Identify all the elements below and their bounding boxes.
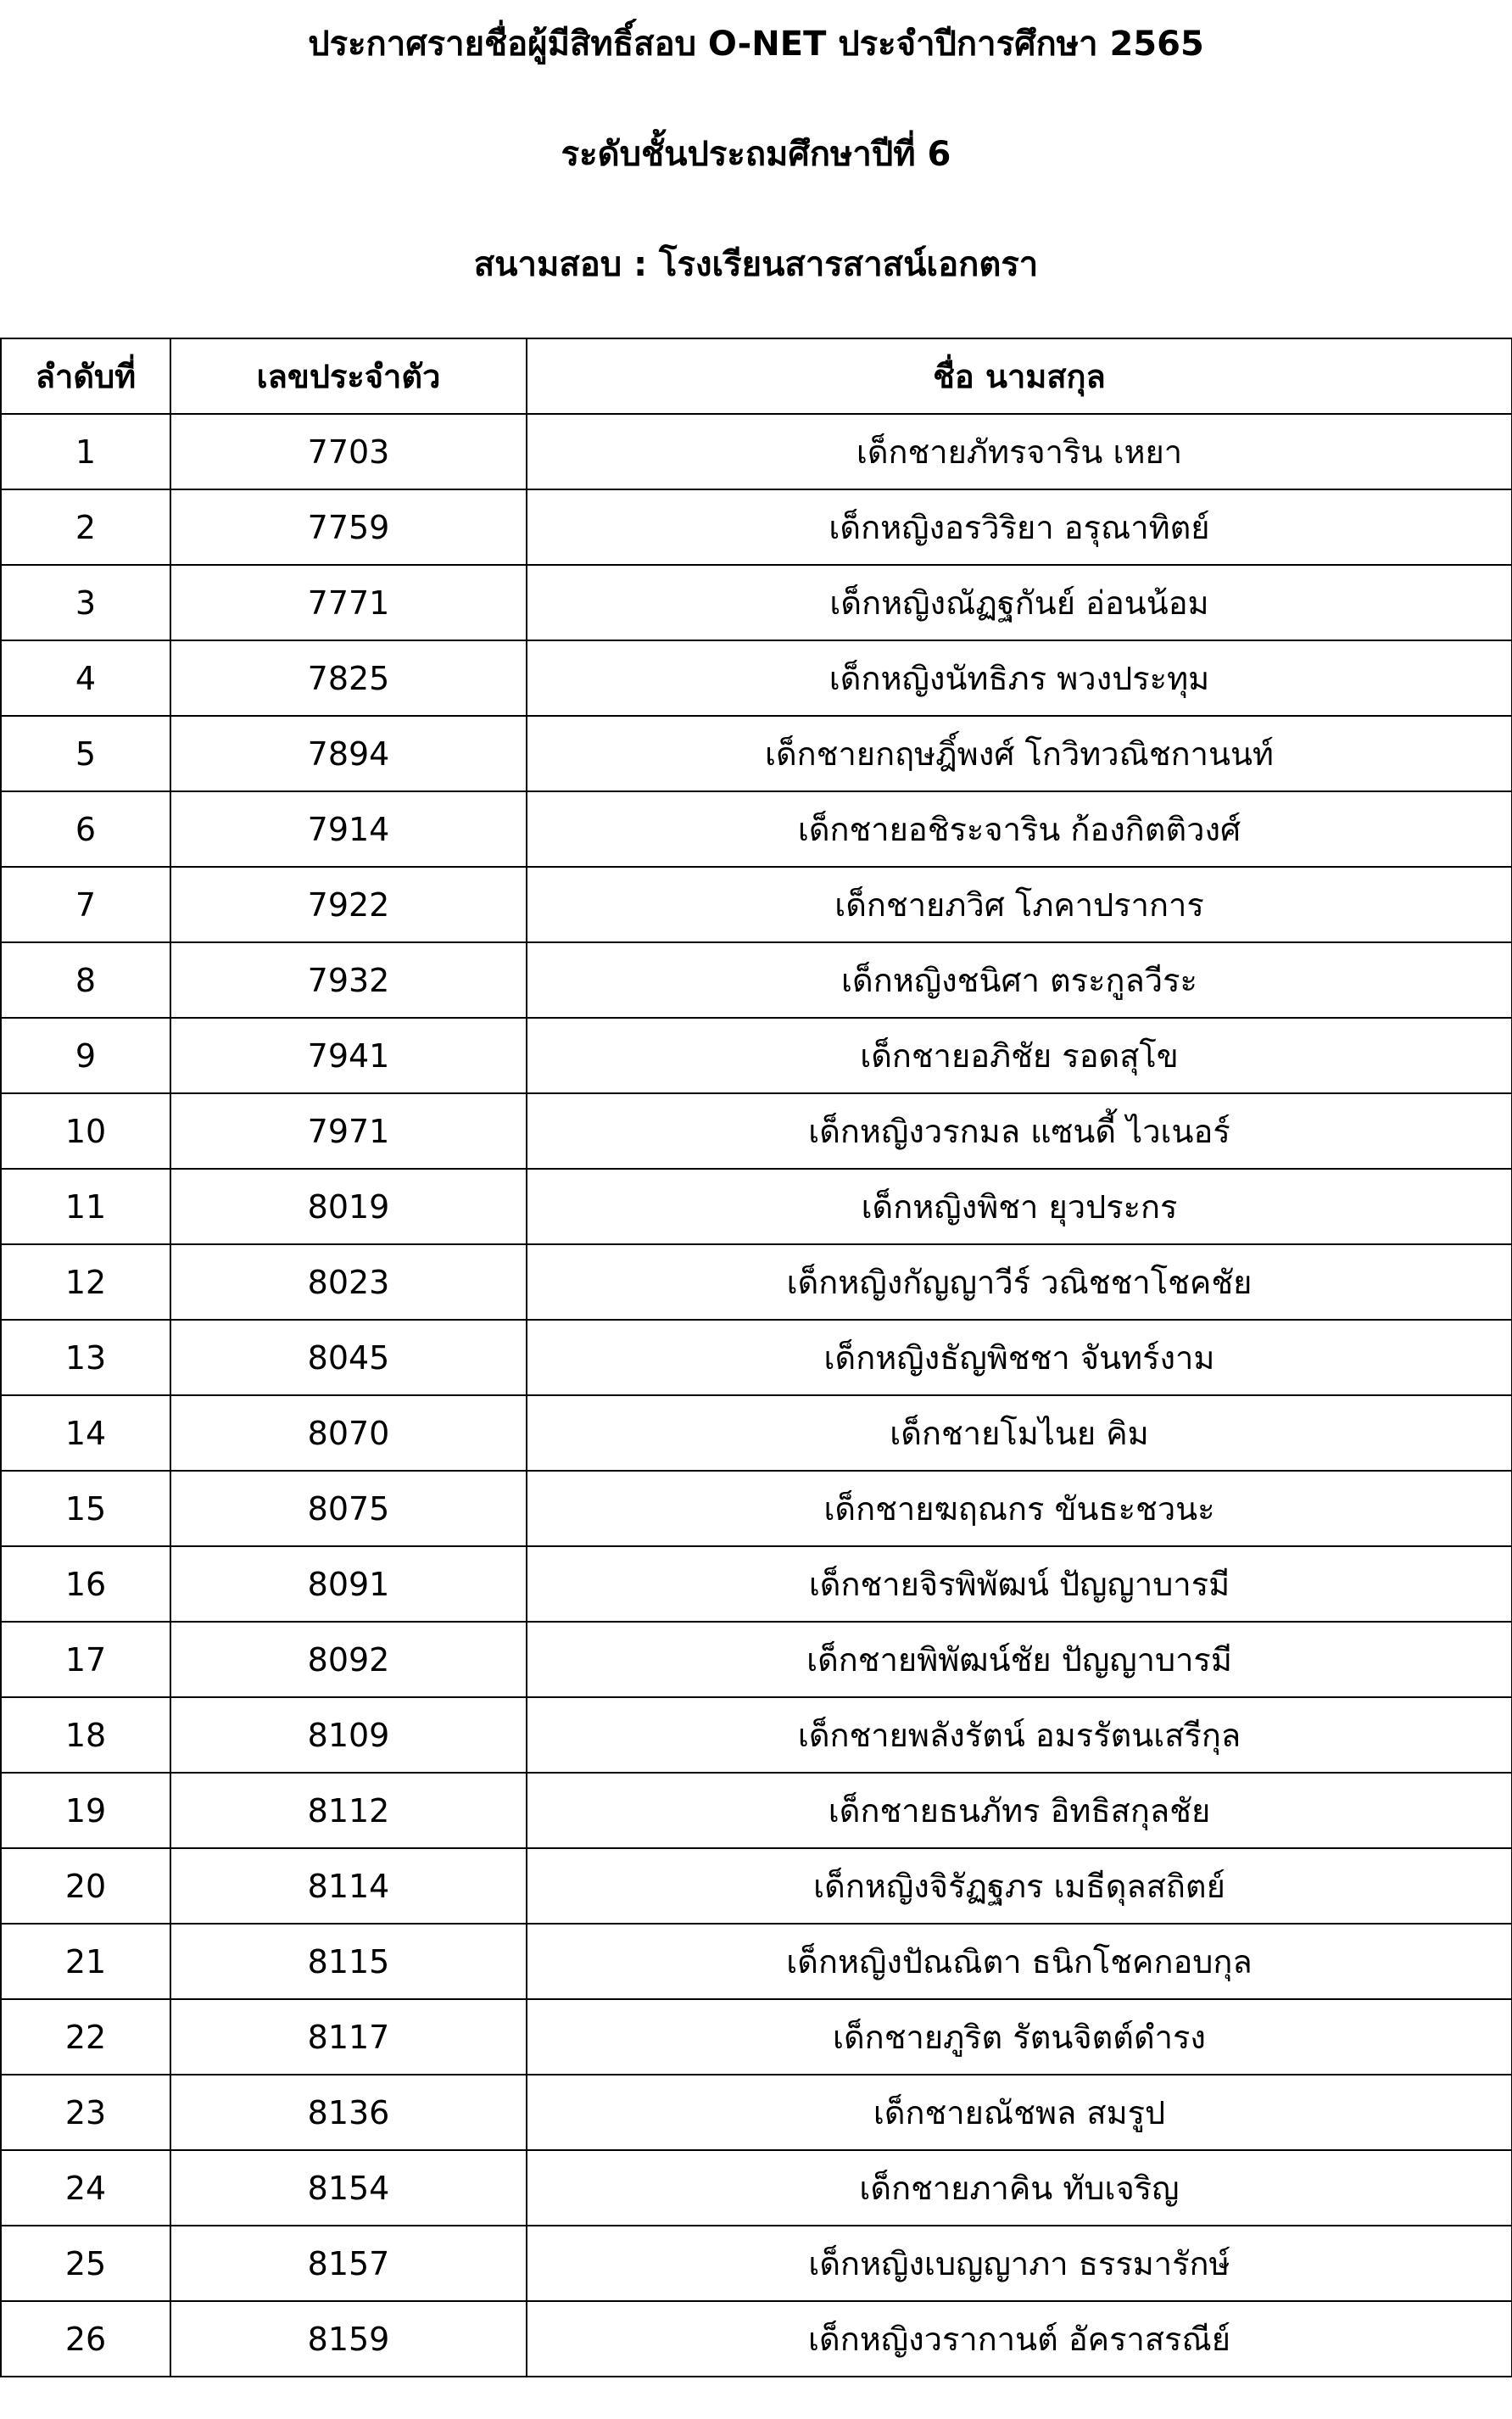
cell-student-id: 8075: [170, 1471, 527, 1546]
header-student-id: เลขประจำตัว: [170, 338, 527, 414]
cell-full-name: เด็กชายภาคิน ทับเจริญ: [527, 2150, 1512, 2226]
cell-student-id: 8159: [170, 2301, 527, 2377]
table-row: [1, 1622, 1512, 1697]
cell-student-id: 7932: [170, 942, 527, 1018]
cell-student-id: 7941: [170, 1018, 527, 1093]
cell-full-name: เด็กชายพิพัฒน์ชัย ปัญญาบารมี: [527, 1622, 1512, 1697]
cell-order-number: 23: [1, 2075, 170, 2150]
table-row: [1, 414, 1512, 489]
cell-order-number: 2: [1, 489, 170, 565]
table-header: [1, 338, 1512, 414]
candidate-table: [0, 338, 1512, 2377]
cell-student-id: 8154: [170, 2150, 527, 2226]
table-row: [1, 640, 1512, 716]
cell-full-name: เด็กหญิงพิชา ยุวประกร: [527, 1169, 1512, 1244]
cell-order-number: 22: [1, 1999, 170, 2075]
cell-order-number: 21: [1, 1924, 170, 1999]
table-row: [1, 2150, 1512, 2226]
cell-order-number: 3: [1, 565, 170, 640]
table-row: [1, 2075, 1512, 2150]
cell-order-number: 15: [1, 1471, 170, 1546]
cell-order-number: 18: [1, 1697, 170, 1773]
cell-full-name: เด็กหญิงปัณณิตา ธนิกโชคกอบกุล: [527, 1924, 1512, 1999]
table-row: [1, 1848, 1512, 1924]
cell-full-name: เด็กหญิงนัทธิภร พวงประทุม: [527, 640, 1512, 716]
cell-full-name: เด็กชายภัทรจาริน เหยา: [527, 414, 1512, 489]
table-row: [1, 1546, 1512, 1622]
cell-order-number: 17: [1, 1622, 170, 1697]
cell-student-id: 8157: [170, 2226, 527, 2301]
cell-student-id: 8112: [170, 1773, 527, 1848]
table-row: [1, 1999, 1512, 2075]
cell-full-name: เด็กชายพลังรัตน์ อมรรัตนเสรีกุล: [527, 1697, 1512, 1773]
cell-full-name: เด็กหญิงธัญพิชชา จันทร์งาม: [527, 1320, 1512, 1395]
cell-full-name: เด็กหญิงอรวิริยา อรุณาทิตย์: [527, 489, 1512, 565]
cell-student-id: 8109: [170, 1697, 527, 1773]
table-row: [1, 1320, 1512, 1395]
cell-student-id: 8091: [170, 1546, 527, 1622]
announcement-title: ประกาศรายชื่อผู้มีสิทธิ์สอบ O-NET ประจำปีการศึกษา 2565: [308, 25, 1204, 64]
cell-order-number: 4: [1, 640, 170, 716]
cell-order-number: 25: [1, 2226, 170, 2301]
cell-student-id: 7914: [170, 791, 527, 867]
cell-student-id: 8115: [170, 1924, 527, 1999]
cell-order-number: 8: [1, 942, 170, 1018]
cell-full-name: เด็กชายกฤษฎิ์พงศ์ โกวิทวณิชกานนท์: [527, 716, 1512, 791]
table-row: [1, 716, 1512, 791]
table-row: [1, 1924, 1512, 1999]
cell-student-id: 8019: [170, 1169, 527, 1244]
cell-full-name: เด็กหญิงจิรัฏฐภร เมธีดุลสถิตย์: [527, 1848, 1512, 1924]
cell-student-id: 7922: [170, 867, 527, 942]
cell-student-id: 8045: [170, 1320, 527, 1395]
exam-venue-subtitle: สนามสอบ : โรงเรียนสารสาสน์เอกตรา: [473, 245, 1039, 284]
table-row: [1, 1697, 1512, 1773]
table-row: [1, 791, 1512, 867]
cell-full-name: เด็กหญิงกัญญาวีร์ วณิชชาโชคชัย: [527, 1244, 1512, 1320]
cell-order-number: 16: [1, 1546, 170, 1622]
cell-order-number: 13: [1, 1320, 170, 1395]
table-row: [1, 1169, 1512, 1244]
cell-student-id: 7759: [170, 489, 527, 565]
cell-order-number: 12: [1, 1244, 170, 1320]
cell-student-id: 7894: [170, 716, 527, 791]
cell-order-number: 11: [1, 1169, 170, 1244]
cell-full-name: เด็กชายธนภัทร อิทธิสกุลชัย: [527, 1773, 1512, 1848]
cell-full-name: เด็กหญิงวรกมล แซนดี้ ไวเนอร์: [527, 1093, 1512, 1169]
table-row: [1, 1018, 1512, 1093]
table-row: [1, 1244, 1512, 1320]
cell-student-id: 8114: [170, 1848, 527, 1924]
table-row: [1, 565, 1512, 640]
table-row: [1, 489, 1512, 565]
cell-order-number: 9: [1, 1018, 170, 1093]
cell-full-name: เด็กหญิงณัฏฐกันย์ อ่อนน้อม: [527, 565, 1512, 640]
cell-order-number: 7: [1, 867, 170, 942]
cell-full-name: เด็กหญิงชนิศา ตระกูลวีระ: [527, 942, 1512, 1018]
table-body: [1, 414, 1512, 2377]
cell-student-id: 7825: [170, 640, 527, 716]
cell-full-name: เด็กชายโมไนย คิม: [527, 1395, 1512, 1471]
cell-student-id: 8070: [170, 1395, 527, 1471]
table-row: [1, 1395, 1512, 1471]
cell-student-id: 7971: [170, 1093, 527, 1169]
cell-student-id: 7771: [170, 565, 527, 640]
cell-full-name: เด็กชายฆฤณกร ขันธะชวนะ: [527, 1471, 1512, 1546]
cell-full-name: เด็กชายภวิศ โภคาปราการ: [527, 867, 1512, 942]
cell-order-number: 1: [1, 414, 170, 489]
grade-level-subtitle: ระดับชั้นประถมศึกษาปีที่ 6: [561, 135, 951, 174]
cell-full-name: เด็กชายณัชพล สมรูป: [527, 2075, 1512, 2150]
cell-student-id: 7703: [170, 414, 527, 489]
cell-student-id: 8117: [170, 1999, 527, 2075]
cell-student-id: 8023: [170, 1244, 527, 1320]
header-order-number: ลำดับที่: [1, 338, 170, 414]
cell-order-number: 14: [1, 1395, 170, 1471]
cell-student-id: 8092: [170, 1622, 527, 1697]
table-row: [1, 942, 1512, 1018]
cell-full-name: เด็กหญิงวรากานต์ อัคราสรณีย์: [527, 2301, 1512, 2377]
cell-order-number: 5: [1, 716, 170, 791]
header-full-name: ชื่อ นามสกุล: [527, 338, 1512, 414]
table-row: [1, 1093, 1512, 1169]
table-row: [1, 1471, 1512, 1546]
table-row: [1, 2226, 1512, 2301]
cell-order-number: 6: [1, 791, 170, 867]
cell-full-name: เด็กชายอภิชัย รอดสุโข: [527, 1018, 1512, 1093]
cell-order-number: 10: [1, 1093, 170, 1169]
cell-order-number: 19: [1, 1773, 170, 1848]
cell-order-number: 26: [1, 2301, 170, 2377]
cell-full-name: เด็กชายภูริต รัตนจิตต์ดำรง: [527, 1999, 1512, 2075]
table-row: [1, 867, 1512, 942]
cell-full-name: เด็กชายอชิระจาริน ก้องกิตติวงศ์: [527, 791, 1512, 867]
cell-full-name: เด็กหญิงเบญญาภา ธรรมารักษ์: [527, 2226, 1512, 2301]
cell-student-id: 8136: [170, 2075, 527, 2150]
cell-full-name: เด็กชายจิรพิพัฒน์ ปัญญาบารมี: [527, 1546, 1512, 1622]
cell-order-number: 24: [1, 2150, 170, 2226]
table-row: [1, 1773, 1512, 1848]
table-row: [1, 2301, 1512, 2377]
cell-order-number: 20: [1, 1848, 170, 1924]
table-header-row: [1, 338, 1512, 414]
